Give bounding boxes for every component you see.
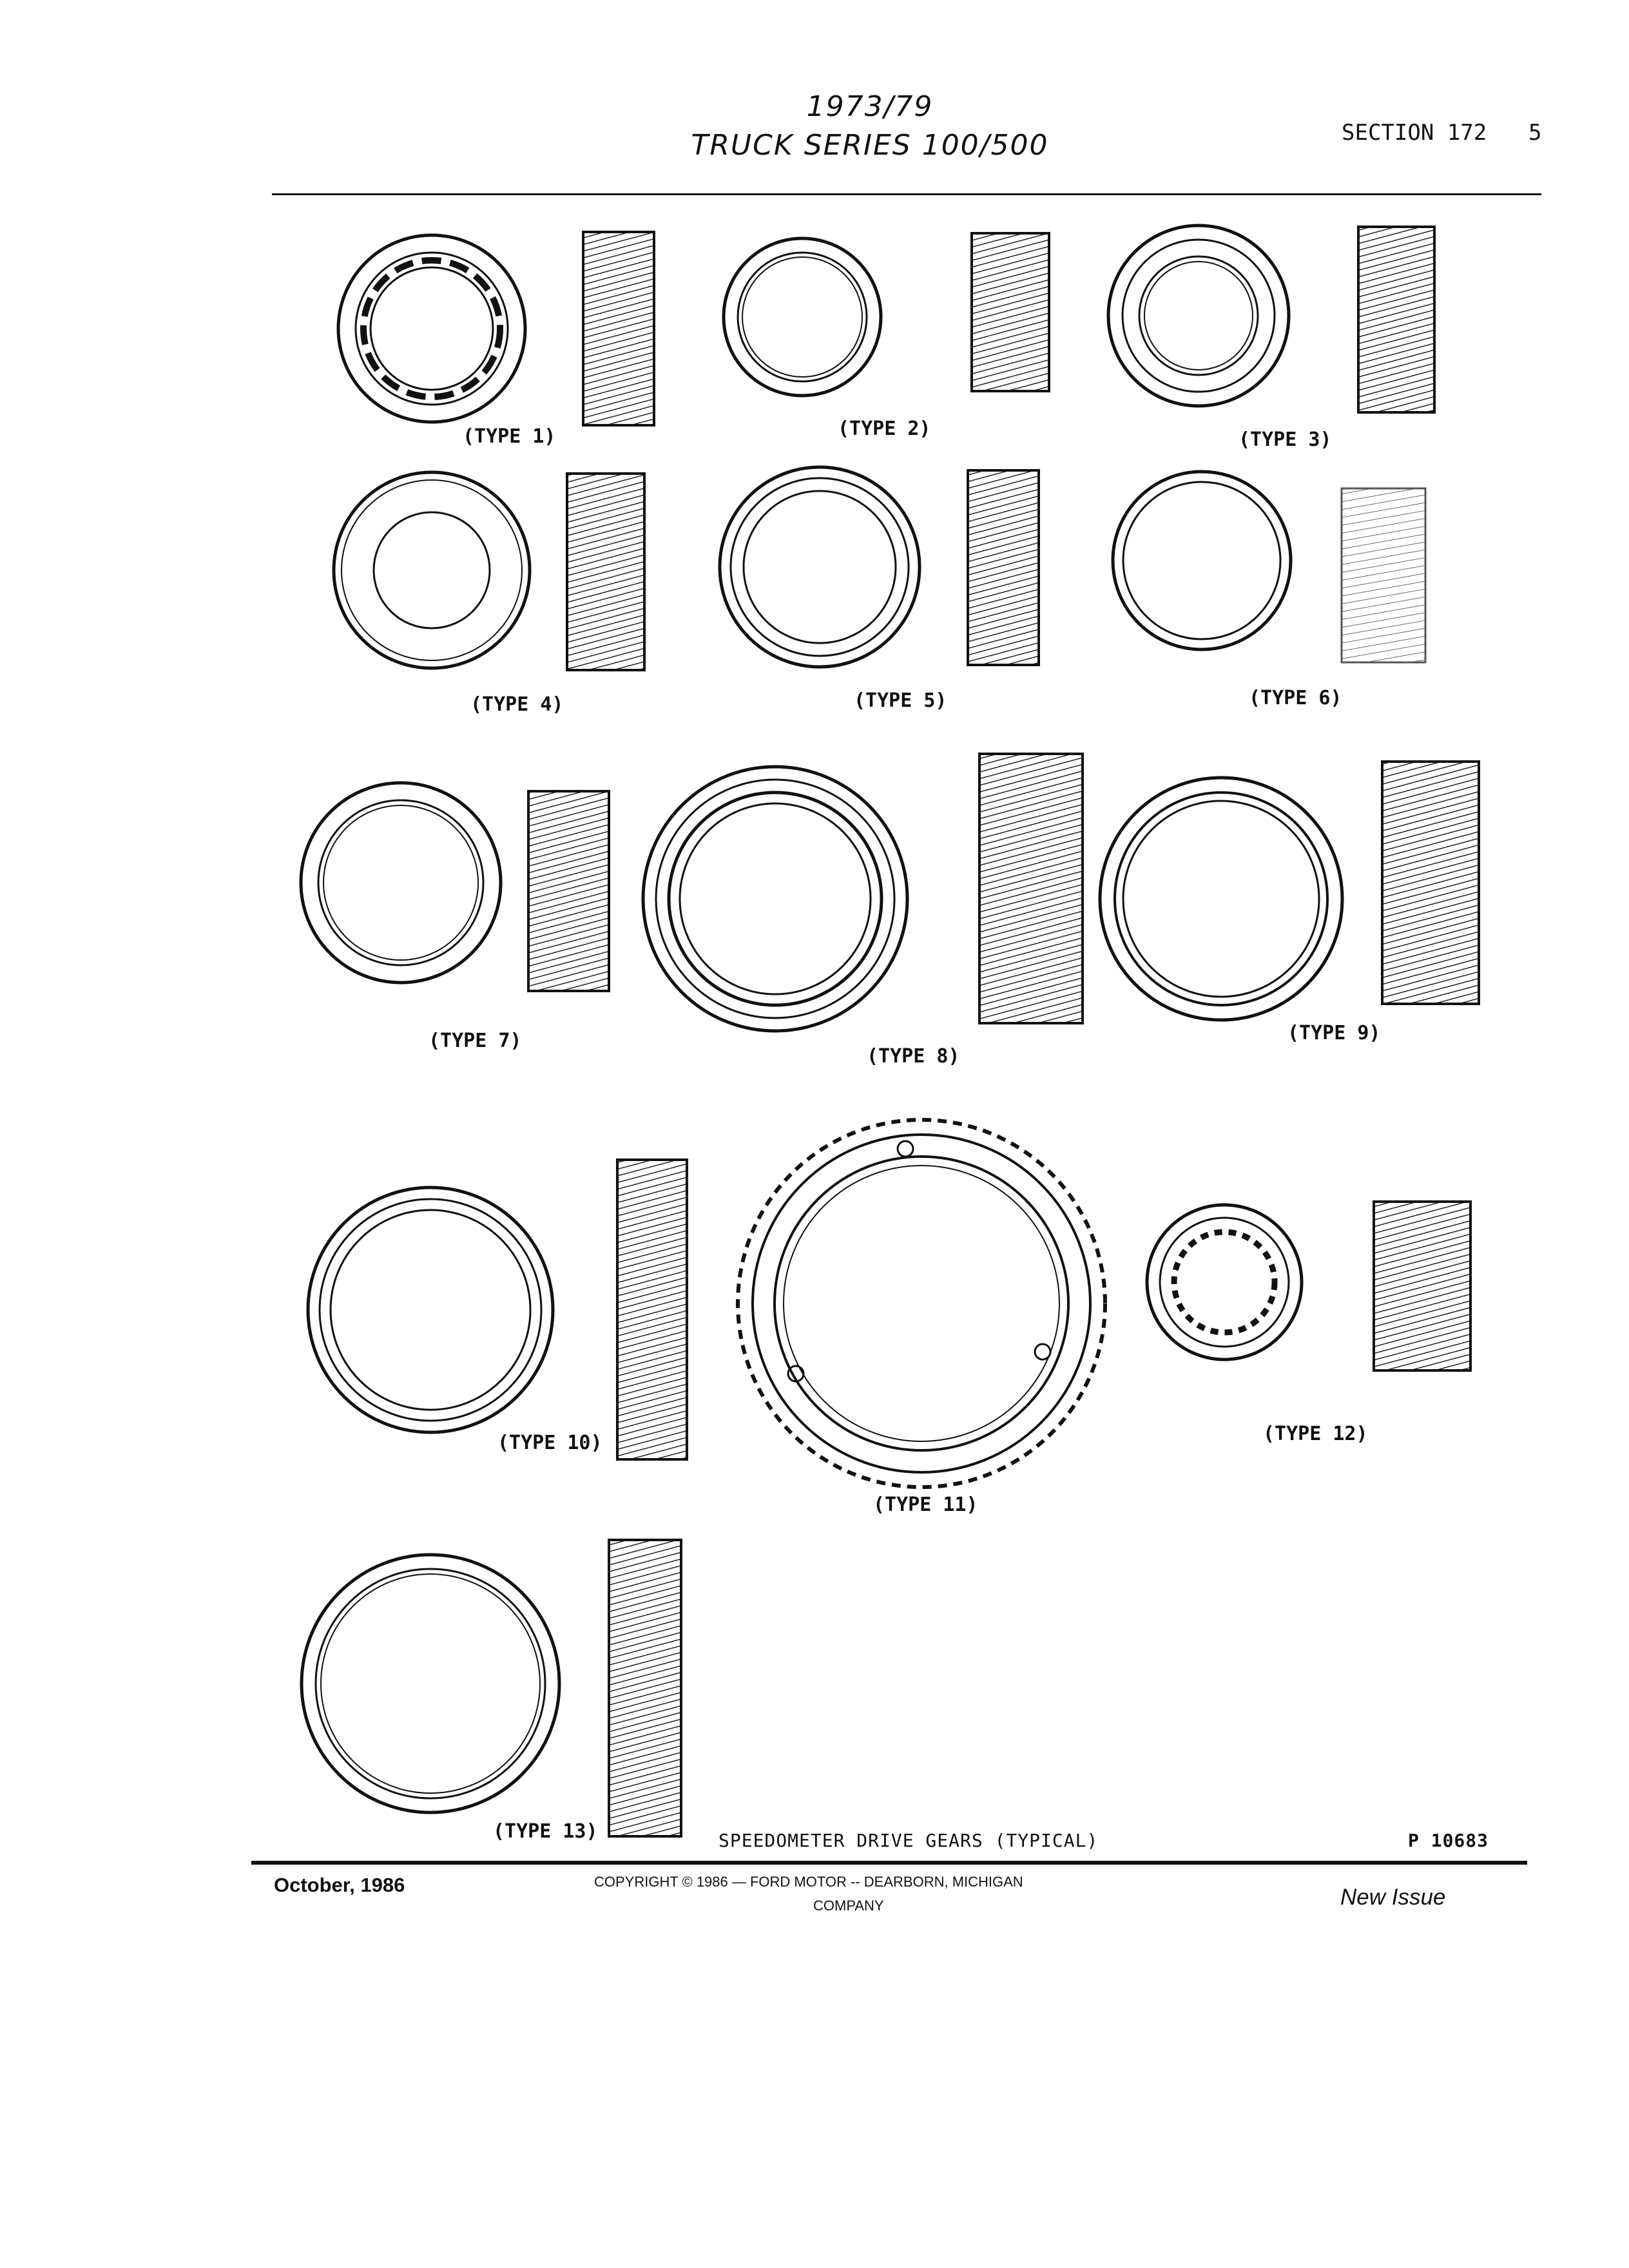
type4-gear-face (334, 472, 530, 668)
type13-gear-face (302, 1555, 559, 1812)
drawing-number: P 10683 (1408, 1830, 1489, 1851)
header-years: 1973/79 (806, 90, 934, 123)
caption-type12: (TYPE 12) (1263, 1423, 1368, 1445)
type7-gear-side (528, 791, 609, 991)
footer-issue: New Issue (1340, 1885, 1446, 1910)
footer-date: October, 1986 (274, 1874, 405, 1896)
caption-type8: (TYPE 8) (867, 1045, 960, 1068)
caption-type9: (TYPE 9) (1287, 1022, 1381, 1044)
caption-type4: (TYPE 4) (470, 693, 564, 716)
type2-gear-side (972, 233, 1049, 391)
type1-gear-side (583, 232, 654, 425)
type6-gear-side (1342, 488, 1425, 662)
type11-gear-face (738, 1120, 1105, 1487)
section-label: SECTION 172 (1342, 120, 1487, 146)
type12-gear-face (1147, 1205, 1302, 1360)
type8-gear-face (643, 767, 907, 1031)
type5-gear-side (968, 470, 1039, 665)
caption-type13: (TYPE 13) (493, 1820, 598, 1843)
type9-gear-face (1100, 778, 1342, 1020)
type10-gear-face (308, 1187, 553, 1432)
type5-gear-face (720, 467, 920, 667)
caption-type10: (TYPE 10) (497, 1432, 602, 1454)
type13-gear-side (609, 1540, 681, 1836)
type9-gear-side (1382, 762, 1479, 1004)
caption-type1: (TYPE 1) (463, 425, 556, 448)
caption-type5: (TYPE 5) (854, 689, 947, 712)
caption-type3: (TYPE 3) (1239, 428, 1332, 451)
type3-gear-face (1108, 226, 1289, 406)
caption-type2: (TYPE 2) (838, 418, 931, 440)
type10-gear-side (617, 1160, 687, 1459)
type4-gear-side (567, 474, 644, 670)
footer-copyright: COPYRIGHT © 1986 — FORD MOTOR -- DEARBORN, MICHIGAN (594, 1874, 1023, 1890)
type8-gear-side (979, 754, 1083, 1023)
header-series: TRUCK SERIES 100/500 (691, 129, 1049, 162)
type6-gear-face (1113, 472, 1291, 649)
type12-gear-side (1374, 1202, 1470, 1370)
caption-type6: (TYPE 6) (1249, 687, 1342, 709)
caption-type11: (TYPE 11) (873, 1494, 978, 1516)
footer-company: COMPANY (813, 1898, 884, 1914)
figure-caption: SPEEDOMETER DRIVE GEARS (TYPICAL) (718, 1830, 1099, 1851)
type2-gear-face (724, 238, 881, 396)
footer-rule (251, 1861, 1527, 1865)
type7-gear-face (301, 783, 501, 983)
type3-gear-side (1358, 227, 1434, 412)
caption-type7: (TYPE 7) (429, 1030, 522, 1052)
page-number: 5 (1528, 120, 1542, 146)
type1-gear-face (338, 235, 525, 422)
